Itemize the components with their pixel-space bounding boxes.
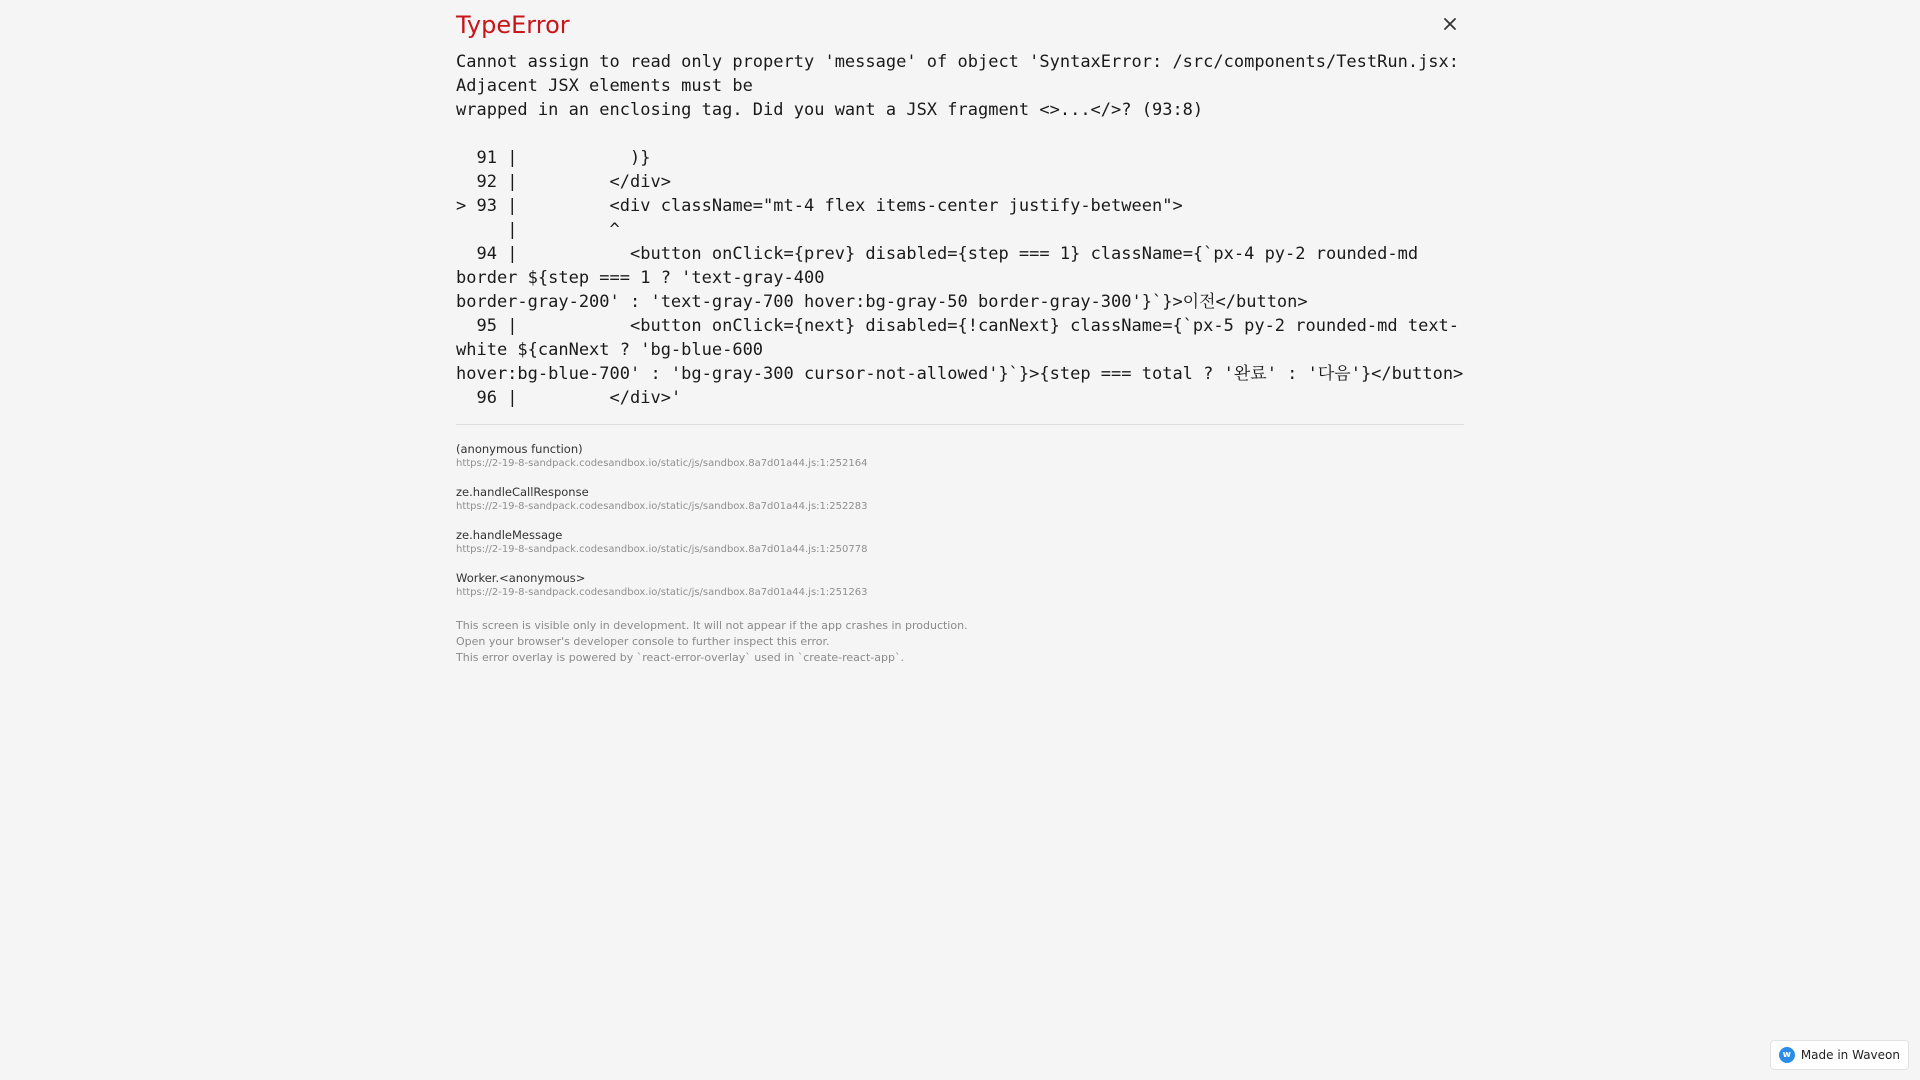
stack-frame-location: https://2-19-8-sandpack.codesandbox.io/static/js/sandbox.8a7d01a44.js:1:252283 [456, 501, 868, 512]
code-line-96: 96 | </div>' [456, 388, 682, 408]
stack-frame [456, 571, 1464, 600]
note-line: This screen is visible only in development. It will not appear if the app crashes in production. [456, 619, 968, 632]
made-in-waveon-badge[interactable] [1770, 1040, 1909, 1070]
code-line-94: 94 | <button onClick={prev} disabled={step === 1} className={`px-4 py-2 rounded-md border ${step === 1 ? 'text-gray-400 [456, 244, 1429, 288]
code-line-92: 92 | </div> [456, 172, 671, 192]
close-button[interactable] [1436, 10, 1464, 38]
stack-frame [456, 485, 1464, 514]
error-overlay [456, 0, 1470, 666]
close-icon [1443, 17, 1457, 31]
code-caret-line: | ^ [456, 220, 620, 240]
stack-frame [456, 442, 1464, 471]
error-message [456, 50, 1470, 410]
error-message-line: wrapped in an enclosing tag. Did you want a JSX fragment <>...</>? (93:8) [456, 100, 1204, 120]
stack-frame-function: (anonymous function) [456, 442, 583, 456]
error-message-line: Cannot assign to read only property 'message' of object 'SyntaxError: /src/components/TestRun.jsx: Adjacent JSX elements must be [456, 52, 1470, 96]
stack-frame-function: ze.handleMessage [456, 528, 563, 542]
stack-trace [456, 442, 1464, 600]
code-line-94-wrap: border-gray-200' : 'text-gray-700 hover:bg-gray-50 border-gray-300'}`}>이전</button> [456, 292, 1308, 312]
stack-frame-location: https://2-19-8-sandpack.codesandbox.io/static/js/sandbox.8a7d01a44.js:1:251263 [456, 587, 868, 598]
note-line: This error overlay is powered by `react-error-overlay` used in `create-react-app`. [456, 651, 904, 664]
stack-frame-function: ze.handleCallResponse [456, 485, 589, 499]
code-line-91: 91 | )} [456, 148, 651, 168]
code-line-95-wrap: hover:bg-blue-700' : 'bg-gray-300 cursor-not-allowed'}`}>{step === total ? '완료' : '다음'}</button> [456, 364, 1464, 384]
waveon-logo-icon: w [1779, 1047, 1795, 1063]
badge-label: Made in Waveon [1800, 1048, 1900, 1062]
error-header [456, 0, 1464, 50]
overlay-notes [456, 618, 1464, 666]
code-line-95: 95 | <button onClick={next} disabled={!canNext} className={`px-5 py-2 rounded-md text-white ${canNext ? 'bg-blue-600 [456, 316, 1460, 360]
note-line: Open your browser's developer console to further inspect this error. [456, 635, 830, 648]
stack-frame-function: Worker.<anonymous> [456, 571, 586, 585]
code-line-93: > 93 | <div className="mt-4 flex items-center justify-between"> [456, 196, 1183, 216]
stack-frame-location: https://2-19-8-sandpack.codesandbox.io/static/js/sandbox.8a7d01a44.js:1:250778 [456, 544, 868, 555]
divider [456, 424, 1464, 425]
stack-frame-location: https://2-19-8-sandpack.codesandbox.io/static/js/sandbox.8a7d01a44.js:1:252164 [456, 458, 868, 469]
error-title: TypeError [456, 11, 570, 39]
error-message-line [456, 122, 1464, 146]
stack-frame [456, 528, 1464, 557]
